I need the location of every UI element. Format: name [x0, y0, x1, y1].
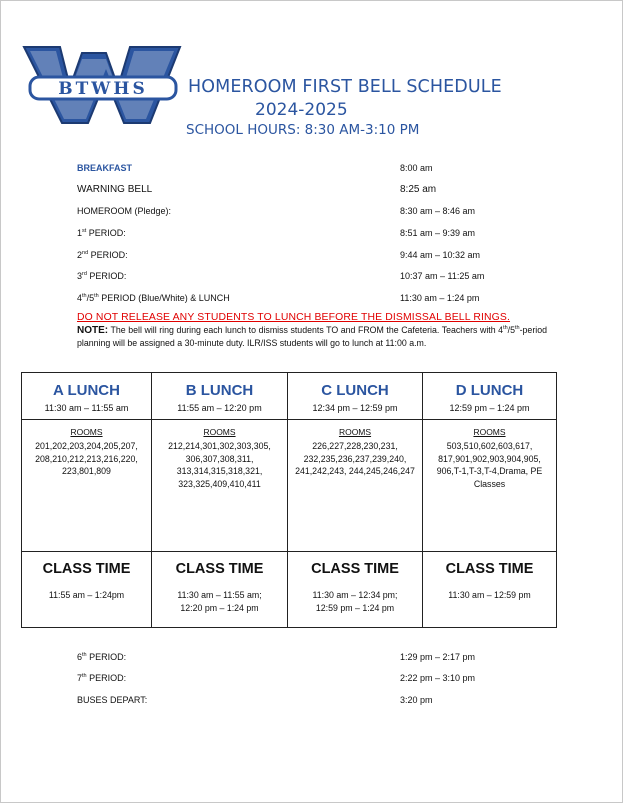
class-time-heading: CLASS TIME [311, 561, 399, 577]
dismissal-warning: DO NOT RELEASE ANY STUDENTS TO LUNCH BEFORE THE DISMISSAL BELL RINGS. [77, 312, 511, 323]
lunch-column-a [22, 373, 151, 627]
schedule-time: 1:29 pm – 2:17 pm [400, 652, 476, 662]
rooms-list: 503,510,602,603,617, 817,901,902,903,904,905, 906,T-1,T-3,T-4,Drama, PE Classes [436, 441, 543, 489]
class-time-range: 11:30 am – 11:55 am; 12:20 pm – 1:24 pm [177, 590, 262, 613]
schedule-time: 8:00 am [400, 163, 433, 173]
schedule-time: 2:22 pm – 3:10 pm [400, 673, 476, 683]
school-hours: SCHOOL HOURS: 8:30 AM-3:10 PM [186, 122, 420, 138]
schedule-time: 8:51 am – 9:39 am [400, 228, 476, 238]
rooms-heading: ROOMS [70, 427, 103, 437]
lunch-name: A LUNCH [53, 382, 120, 399]
schedule-label: HOMEROOM (Pledge): [77, 206, 172, 216]
school-year: 2024-2025 [255, 100, 348, 120]
schedule-time: 11:30 am – 1:24 pm [400, 293, 480, 303]
schedule-time: 9:44 am – 10:32 am [400, 250, 481, 260]
schedule-label: BUSES DEPART: [77, 695, 148, 705]
schedule-label: 6th PERIOD: [77, 652, 127, 662]
note-paragraph: NOTE: The bell will ring during each lunch to dismiss students TO and FROM the Cafeteria. Teachers with 4th/5th-period planning will be assigned a 30-minute duty. ILR/ISS students will go to lunch at 11:00 a.m. [77, 325, 547, 348]
lunch-time: 12:59 pm – 1:24 pm [449, 403, 530, 413]
rooms-heading: ROOMS [203, 427, 236, 437]
lunch-time: 11:30 am – 11:55 am [44, 403, 129, 413]
lunch-time: 11:55 am – 12:20 pm [177, 403, 262, 413]
schedule-row-homeroom [77, 206, 557, 222]
page-title: HOMEROOM FIRST BELL SCHEDULE [188, 77, 502, 97]
rooms-list: 212,214,301,302,303,305, 306,307,308,311, 313,314,315,318,321, 323,325,409,410,411 [168, 441, 271, 489]
schedule-row-period-4-5-lunch [77, 293, 557, 309]
schedule-row-period-2 [77, 250, 557, 266]
schedule-label: WARNING BELL [77, 184, 153, 195]
schedule-label: 3rd PERIOD: [77, 271, 127, 281]
class-time-range: 11:30 am – 12:34 pm; 12:59 pm – 1:24 pm [312, 590, 398, 613]
lunch-time: 12:34 pm – 12:59 pm [312, 403, 398, 413]
schedule-row-period-1 [77, 228, 557, 244]
class-time-heading: CLASS TIME [445, 561, 534, 577]
schedule-time: 3:20 pm [400, 695, 433, 705]
rooms-heading: ROOMS [473, 427, 506, 437]
schedule-row-buses-depart [77, 695, 557, 711]
schedule-row-breakfast [77, 163, 557, 179]
lunch-name: C LUNCH [321, 382, 389, 399]
lunch-table [21, 372, 557, 628]
schedule-label: 1st PERIOD: [77, 228, 126, 238]
rooms-list: 226,227,228,230,231, 232,235,236,237,239,240, 241,242,243, 244,245,246,247 [295, 441, 415, 476]
lunch-name: D LUNCH [455, 382, 524, 399]
schedule-time: 10:37 am – 11:25 am [400, 271, 485, 281]
schedule-row-period-6 [77, 652, 557, 668]
schedule-row-warning-bell [77, 184, 557, 200]
class-time-heading: CLASS TIME [175, 561, 264, 577]
class-time-heading: CLASS TIME [42, 561, 131, 577]
schedule-time: 8:25 am [400, 184, 437, 195]
schedule-label: 4th/5th PERIOD (Blue/White) & LUNCH [77, 293, 230, 303]
logo-text: BTWHS [58, 79, 148, 99]
schedule-row-period-3 [77, 271, 557, 287]
schedule-label: BREAKFAST [77, 163, 133, 173]
note-label: NOTE: [77, 325, 109, 336]
lunch-column-b [152, 373, 287, 627]
schedule-label: 2nd PERIOD: [77, 250, 128, 260]
schedule-row-period-7 [77, 673, 557, 689]
schedule-time: 8:30 am – 8:46 am [400, 206, 476, 216]
rooms-list: 201,202,203,204,205,207, 208,210,212,213,216,220, 223,801,809 [35, 441, 138, 476]
lunch-column-d [423, 373, 556, 627]
class-time-range: 11:55 am – 1:24pm [48, 590, 125, 600]
schedule-label: 7th PERIOD: [77, 673, 127, 683]
lunch-name: B LUNCH [185, 382, 254, 399]
class-time-range: 11:30 am – 12:59 pm [448, 590, 531, 600]
btwhs-logo [22, 43, 184, 127]
rooms-heading: ROOMS [338, 427, 372, 437]
lunch-column-c [288, 373, 422, 627]
